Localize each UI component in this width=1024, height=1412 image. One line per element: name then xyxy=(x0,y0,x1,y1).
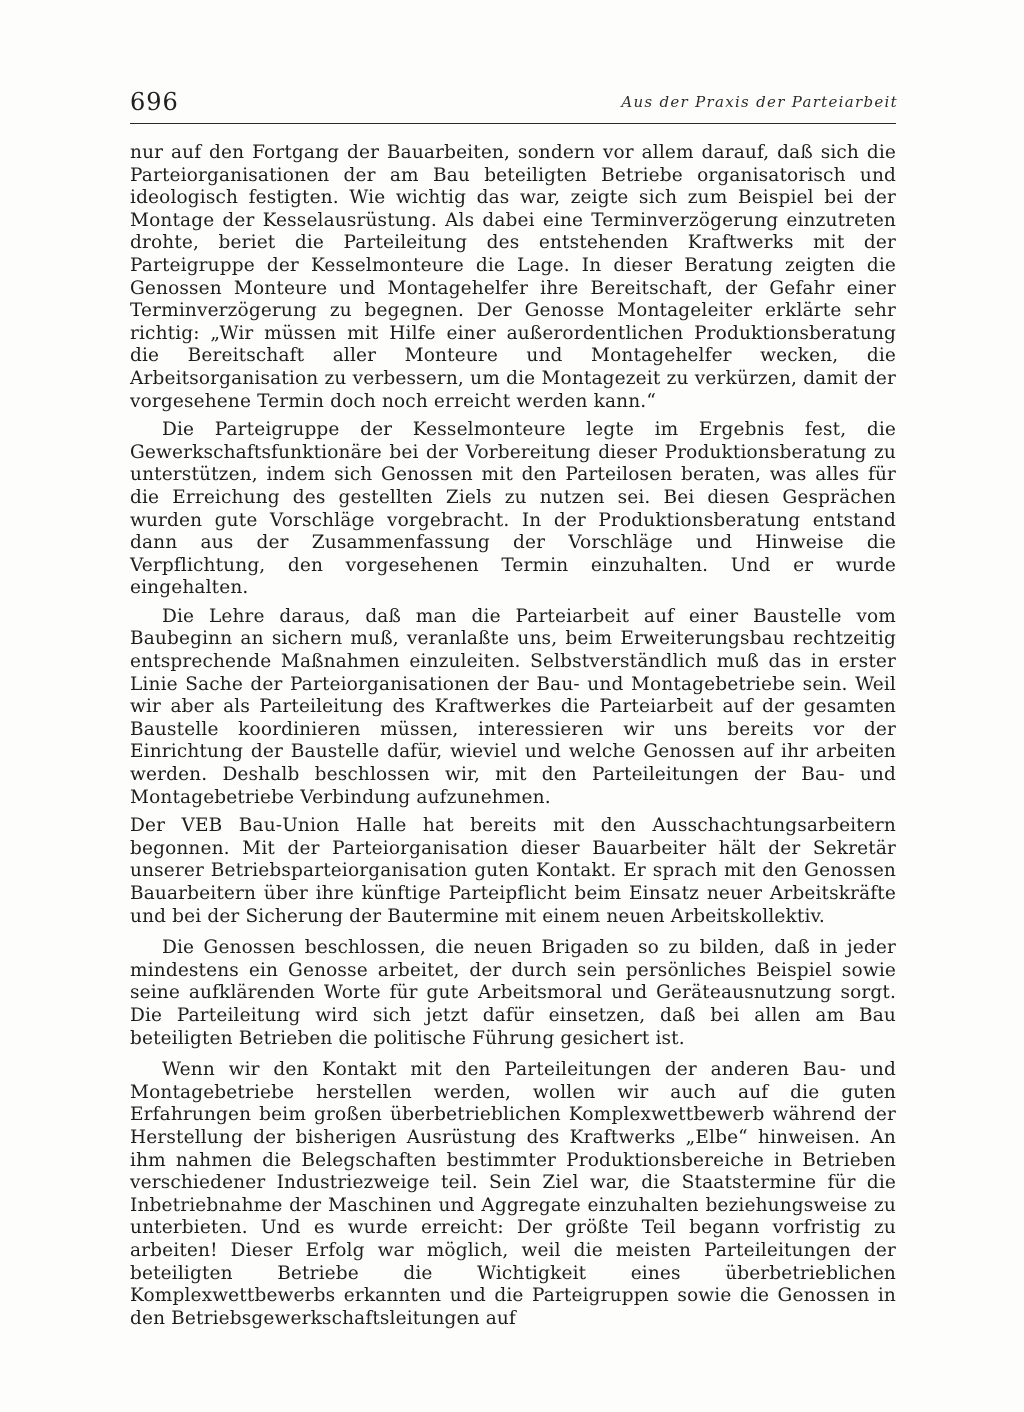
paragraph: Die Lehre daraus, daß man die Parteiarbeit auf einer Baustelle vom Baubeginn an sichern muß, veranlaßte uns, beim Erweiterungsbau rechtzeitig entsprechende Maßnahmen einzuleiten. Selbstverständlich muß das in erster Linie Sache der Parteiorganisationen der Bau- und Montagebetriebe sein. Weil wir aber als Parteileitung des Kraftwerkes die Parteiarbeit auf der gesamten Baustelle koordinieren müssen, interessieren wir uns bereits vor der Einrichtung der Baustelle dafür, wieviel und welche Genossen auf ihr arbeiten werden. Deshalb beschlossen wir, mit den Parteileitungen der Bau- und Montagebetriebe Verbindung aufzunehmen. xyxy=(130,605,896,808)
paragraph: Die Parteigruppe der Kesselmonteure legte im Ergebnis fest, die Gewerkschaftsfunktionäre bei der Vorbereitung dieser Produktionsberatung zu unterstützen, indem sich Genossen mit den Parteilosen beraten, was alles für die Erreichung des gestellten Ziels zu nutzen sei. Bei diesen Gesprächen wurden gute Vorschläge vorgebracht. In der Produktionsberatung entstand dann aus der Zusammenfassung der Vorschläge und Hinweise die Verpflichtung, den vorgesehenen Termin einzuhalten. Und er wurde eingehalten. xyxy=(130,419,896,599)
paragraph: Wenn wir den Kontakt mit den Parteileitungen der anderen Bau- und Montagebetriebe herstellen werden, wollen wir auch auf die guten Erfahrungen beim großen überbetrieblichen Komplexwettbewerb während der Herstellung der bisherigen Ausrüstung des Kraftwerks „Elbe“ hinweisen. An ihm nahmen die Belegschaften bestimmter Produktionsbereiche in Betrieben verschiedener Industriezweige teil. Sein Ziel war, die Staatstermine für die Inbetriebnahme der Maschinen und Aggregate einzuhalten beziehungsweise zu unterbieten. Und es wurde erreicht: Der größte Teil begann vorfristig zu arbeiten! Dieser Erfolg war möglich, weil die meisten Parteileitungen der beteiligten Betriebe die Wichtigkeit eines überbetrieblichen Komplexwettbewerbs erkannten und die Parteigruppen sowie die Genossen in den Betriebsgewerkschaftsleitungen auf xyxy=(130,1059,896,1329)
running-title: Aus der Praxis der Parteiarbeit xyxy=(621,93,898,111)
header-rule xyxy=(130,123,896,124)
paragraph: Die Genossen beschlossen, die neuen Brigaden so zu bilden, daß in jeder mindestens ein Genosse arbeitet, der durch sein persönliches Beispiel sowie seine aufklärenden Worte für gute Arbeitsmoral und Geräteausnutzung sorgt. Die Parteileitung wird sich jetzt dafür einsetzen, daß bei allen am Bau beteiligten Betrieben die politische Führung gesichert ist. xyxy=(130,937,896,1049)
page-number: 696 xyxy=(130,88,179,116)
paragraph: Der VEB Bau-Union Halle hat bereits mit den Ausschachtungsarbeitern begonnen. Mit der Parteiorganisation dieser Bauarbeiter hält der Sekretär unserer Betriebsparteiorganisation guten Kontakt. Er sprach mit den Genossen Bauarbeitern über ihre künftige Parteipflicht beim Einsatz neuer Arbeitskräfte und bei der Sicherung der Bautermine mit einem neuen Arbeitskollektiv. xyxy=(130,815,896,927)
body-text xyxy=(130,142,896,1330)
paragraph-continuation: nur auf den Fortgang der Bauarbeiten, sondern vor allem darauf, daß sich die Parteiorganisationen der am Bau beteiligten Betriebe organisatorisch und ideologisch festigten. Wie wichtig das war, zeigte sich zum Beispiel bei der Montage der Kesselausrüstung. Als dabei eine Terminverzögerung einzutreten drohte, beriet die Parteileitung des entstehenden Kraftwerks mit der Parteigruppe der Kesselmonteure die Lage. In dieser Beratung zeigten die Genossen Monteure und Montagehelfer ihre Bereitschaft, der Gefahr einer Terminverzögerung zu begegnen. Der Genosse Montageleiter erklärte sehr richtig: „Wir müssen mit Hilfe einer außerordentlichen Produktionsberatung die Bereitschaft aller Monteure und Montagehelfer wecken, die Arbeitsorganisation zu verbessern, um die Montagezeit zu verkürzen, damit der vorgesehene Termin doch noch erreicht werden kann.“ xyxy=(130,142,896,412)
